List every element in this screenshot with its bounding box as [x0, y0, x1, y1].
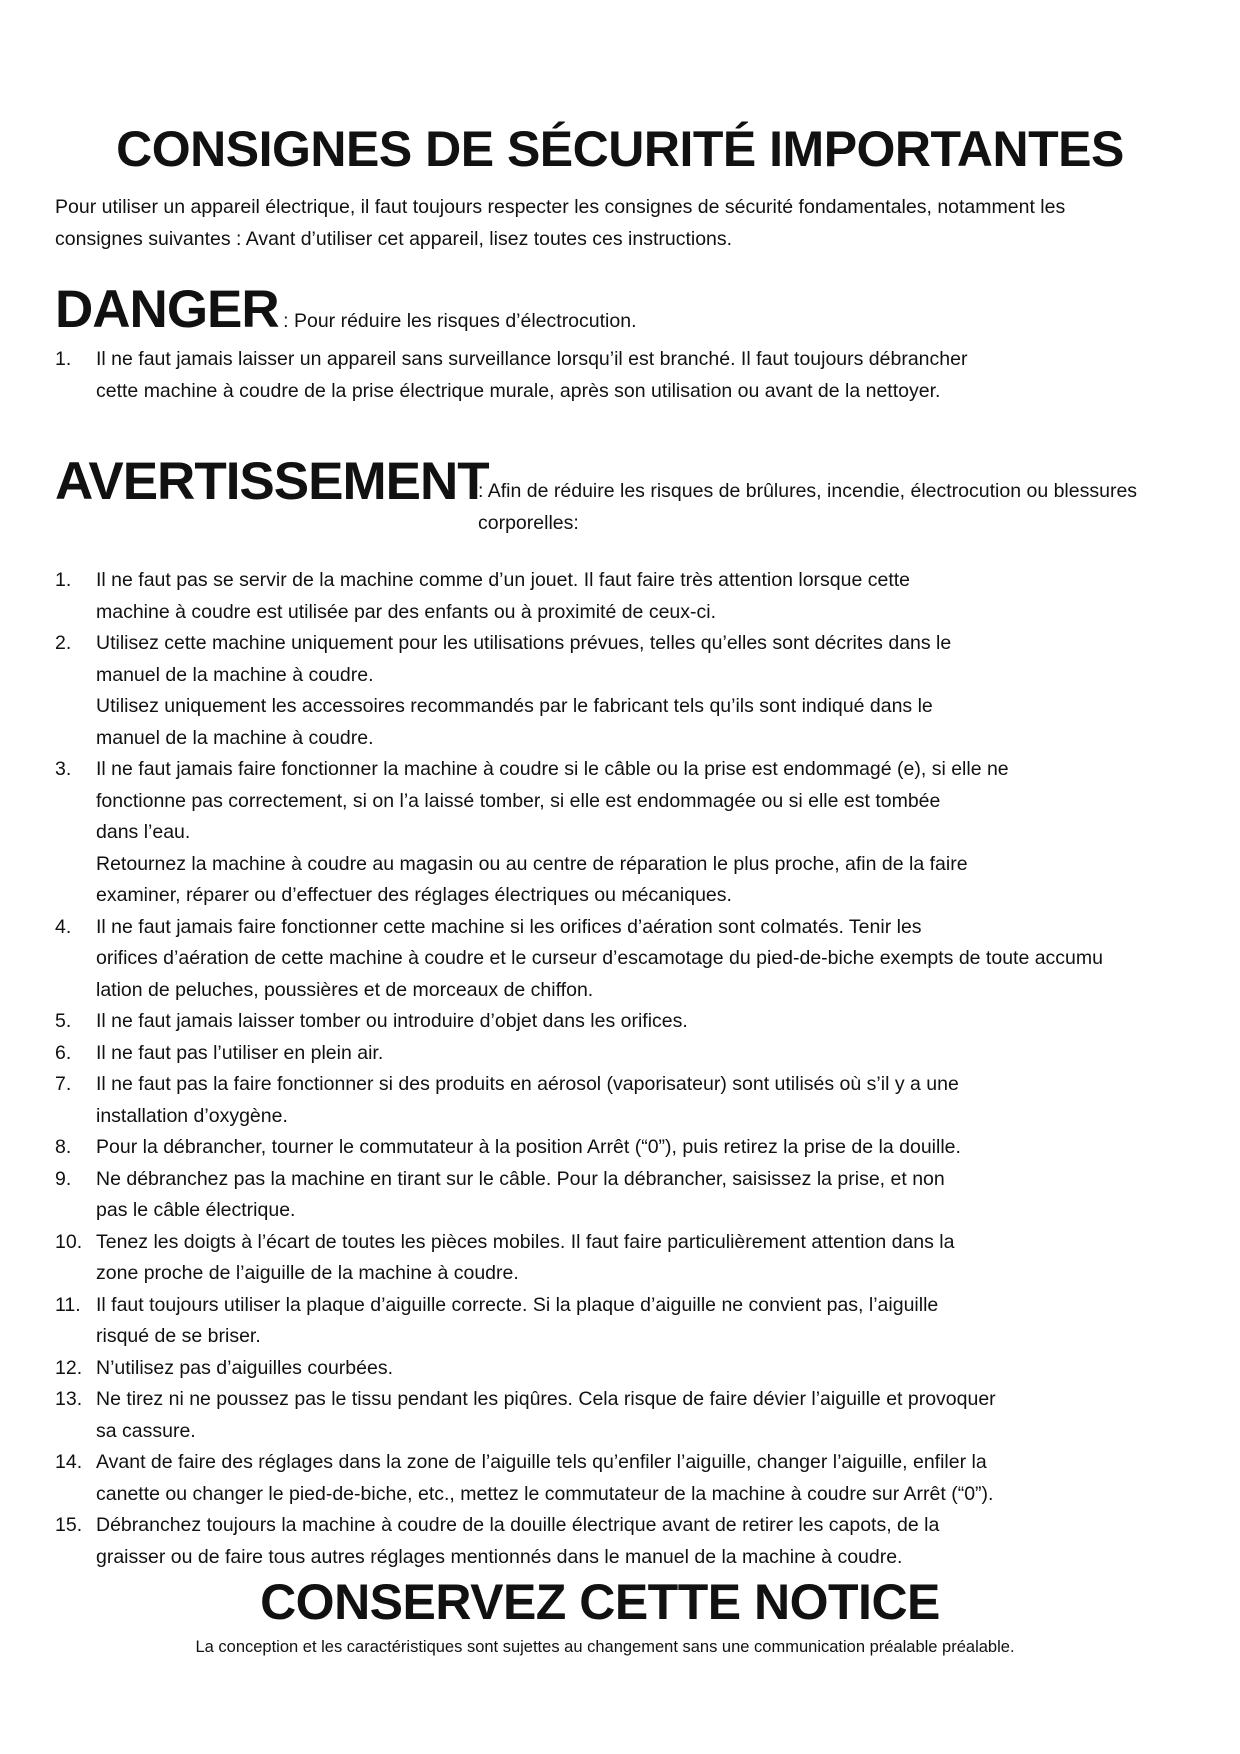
list-item-line: Il ne faut pas se servir de la machine comme d’un jouet. Il faut faire très attention lorsque cette	[96, 569, 911, 591]
list-item-line: Tenez les doigts à l’écart de toutes les pièces mobiles. Il faut faire particulièrement attention dans la	[96, 1230, 955, 1253]
intro-paragraph	[55, 191, 1175, 255]
list-item-line: sa cassure.	[96, 1419, 196, 1442]
list-item-number: 15.	[55, 1514, 83, 1536]
list-item-line: Il ne faut jamais faire fonctionner cette machine si les orifices d’aération sont colmatés. Tenir les	[96, 915, 922, 938]
avertissement-list	[55, 565, 1175, 1573]
list-item-line: N’utilisez pas d’aiguilles courbées.	[96, 1356, 393, 1379]
list-item-line: Il ne faut jamais laisser un appareil sans surveillance lorsqu’il est branché. Il faut toujours débrancher	[96, 348, 968, 370]
list-item-line: installation d’oxygène.	[96, 1104, 288, 1127]
footer-note: La conception et les caractéristiques sont sujettes au changement sans une communication préalable préalable.	[195, 1638, 1015, 1656]
list-item-line: Utilisez uniquement les accessoires recommandés par le fabricant tels qu’ils sont indiqué dans le	[96, 695, 933, 717]
list-item	[55, 1384, 1175, 1447]
danger-title: DANGER	[55, 280, 279, 339]
list-item-line: Il ne faut jamais faire fonctionner la machine à coudre si le câble ou la prise est endommagé (e), si elle ne	[96, 758, 1009, 780]
list-item-line: lation de peluches, poussières et de morceaux de chiffon.	[96, 978, 594, 1001]
list-item-line: canette ou changer le pied-de-biche, etc., mettez le commutateur de la machine à coudre sur Arrêt (“0”).	[96, 1482, 994, 1505]
intro-line: consignes suivantes : Avant d’utiliser cet appareil, lisez toutes ces instructions.	[55, 228, 733, 250]
list-item-number: 11.	[55, 1293, 81, 1316]
avertissement-heading	[55, 452, 489, 512]
list-item-line: Débranchez toujours la machine à coudre de la douille électrique avant de retirer les capots, de la	[96, 1514, 940, 1536]
avertissement-title: AVERTISSEMENT	[55, 452, 489, 511]
list-item	[55, 1006, 1175, 1038]
list-item	[55, 1132, 1175, 1164]
footer-title: CONSERVEZ CETTE NOTICE	[260, 1574, 940, 1630]
danger-subtitle: : Pour réduire les risques d’électrocution.	[283, 310, 637, 332]
list-item-line: machine à coudre est utilisée par des enfants ou à proximité de ceux-ci.	[96, 600, 717, 623]
list-item-line: orifices d’aération de cette machine à coudre et le curseur d’escamotage du pied-de-biche exempts de toute accumu	[96, 947, 1103, 969]
list-item-line: Il ne faut pas l’utiliser en plein air.	[96, 1041, 384, 1064]
list-item-line: manuel de la machine à coudre.	[96, 726, 374, 749]
avertissement-subtitle-line: corporelles:	[478, 512, 579, 534]
list-item-number: 7.	[55, 1073, 72, 1095]
list-item-line: cette machine à coudre de la prise électrique murale, après son utilisation ou avant de la nettoyer.	[96, 379, 941, 402]
list-item-number: 1.	[55, 569, 72, 591]
list-item-line: Il ne faut pas la faire fonctionner si des produits en aérosol (vaporisateur) sont utilisés où s’il y a une	[96, 1073, 959, 1095]
page-title: CONSIGNES DE SÉCURITÉ IMPORTANTES	[116, 121, 1124, 177]
list-item-line: Il faut toujours utiliser la plaque d’aiguille correcte. Si la plaque d’aiguille ne convient pas, l’aiguille	[96, 1293, 939, 1316]
avertissement-subtitle-line: : Afin de réduire les risques de brûlures, incendie, électrocution ou blessures	[478, 480, 1138, 502]
list-item-number: 13.	[55, 1388, 83, 1410]
list-item-line: manuel de la machine à coudre.	[96, 663, 374, 686]
list-item-number: 2.	[55, 632, 72, 654]
list-item-line: Avant de faire des réglages dans la zone de l’aiguille tels qu’enfiler l’aiguille, changer l’aiguille, enfiler la	[96, 1451, 987, 1473]
list-item-number: 1.	[55, 348, 72, 370]
danger-heading	[55, 280, 636, 340]
list-item-line: Pour la débrancher, tourner le commutateur à la position Arrêt (“0”), puis retirez la prise de la douille.	[96, 1136, 961, 1158]
list-item	[55, 1069, 1175, 1132]
list-item-line: zone proche de l’aiguille de la machine à coudre.	[96, 1262, 519, 1284]
list-item-line: dans l’eau.	[96, 821, 191, 843]
list-item-line: Retournez la machine à coudre au magasin ou au centre de réparation le plus proche, afin de la faire	[96, 852, 968, 875]
list-item-line: examiner, réparer ou d’effectuer des réglages électriques ou mécaniques.	[96, 884, 732, 906]
list-item-line: Ne débranchez pas la machine en tirant sur le câble. Pour la débrancher, saisissez la prise, et non	[96, 1167, 945, 1190]
intro-line: Pour utiliser un appareil électrique, il faut toujours respecter les consignes de sécurité fondamentales, notamment les	[55, 196, 1066, 218]
list-item	[55, 1164, 1175, 1227]
list-item-number: 14.	[55, 1451, 83, 1473]
list-item-number: 8.	[55, 1136, 72, 1158]
list-item-line: pas le câble électrique.	[96, 1199, 296, 1221]
danger-list	[55, 344, 1175, 407]
list-item	[55, 1227, 1175, 1290]
list-item	[55, 1038, 1175, 1070]
list-item-number: 9.	[55, 1167, 72, 1190]
avertissement-subtitle	[478, 475, 1178, 539]
list-item	[55, 1510, 1175, 1573]
list-item-number: 5.	[55, 1010, 72, 1032]
list-item	[55, 1290, 1175, 1353]
list-item-number: 12.	[55, 1356, 83, 1379]
list-item-line: risqué de se briser.	[96, 1325, 261, 1347]
list-item	[55, 1353, 1175, 1385]
list-item-number: 4.	[55, 915, 72, 938]
list-item	[55, 912, 1175, 1007]
list-item-number: 10.	[55, 1230, 83, 1253]
list-item-number: 3.	[55, 758, 72, 780]
list-item	[55, 628, 1175, 754]
list-item	[55, 754, 1175, 912]
list-item-line: Utilisez cette machine uniquement pour les utilisations prévues, telles qu’elles sont décrites dans le	[96, 632, 952, 654]
list-item	[55, 1447, 1175, 1510]
list-item	[55, 565, 1175, 628]
list-item-line: graisser ou de faire tous autres réglages mentionnés dans le manuel de la machine à coudre.	[96, 1545, 903, 1568]
list-item-line: Ne tirez ni ne poussez pas le tissu pendant les piqûres. Cela risque de faire dévier l’aiguille et provoquer	[96, 1388, 996, 1410]
list-item-line: Il ne faut jamais laisser tomber ou introduire d’objet dans les orifices.	[96, 1010, 688, 1032]
list-item-number: 6.	[55, 1041, 72, 1064]
list-item	[55, 344, 1175, 407]
list-item-line: fonctionne pas correctement, si on l’a laissé tomber, si elle est endommagée ou si elle est tombée	[96, 789, 941, 812]
